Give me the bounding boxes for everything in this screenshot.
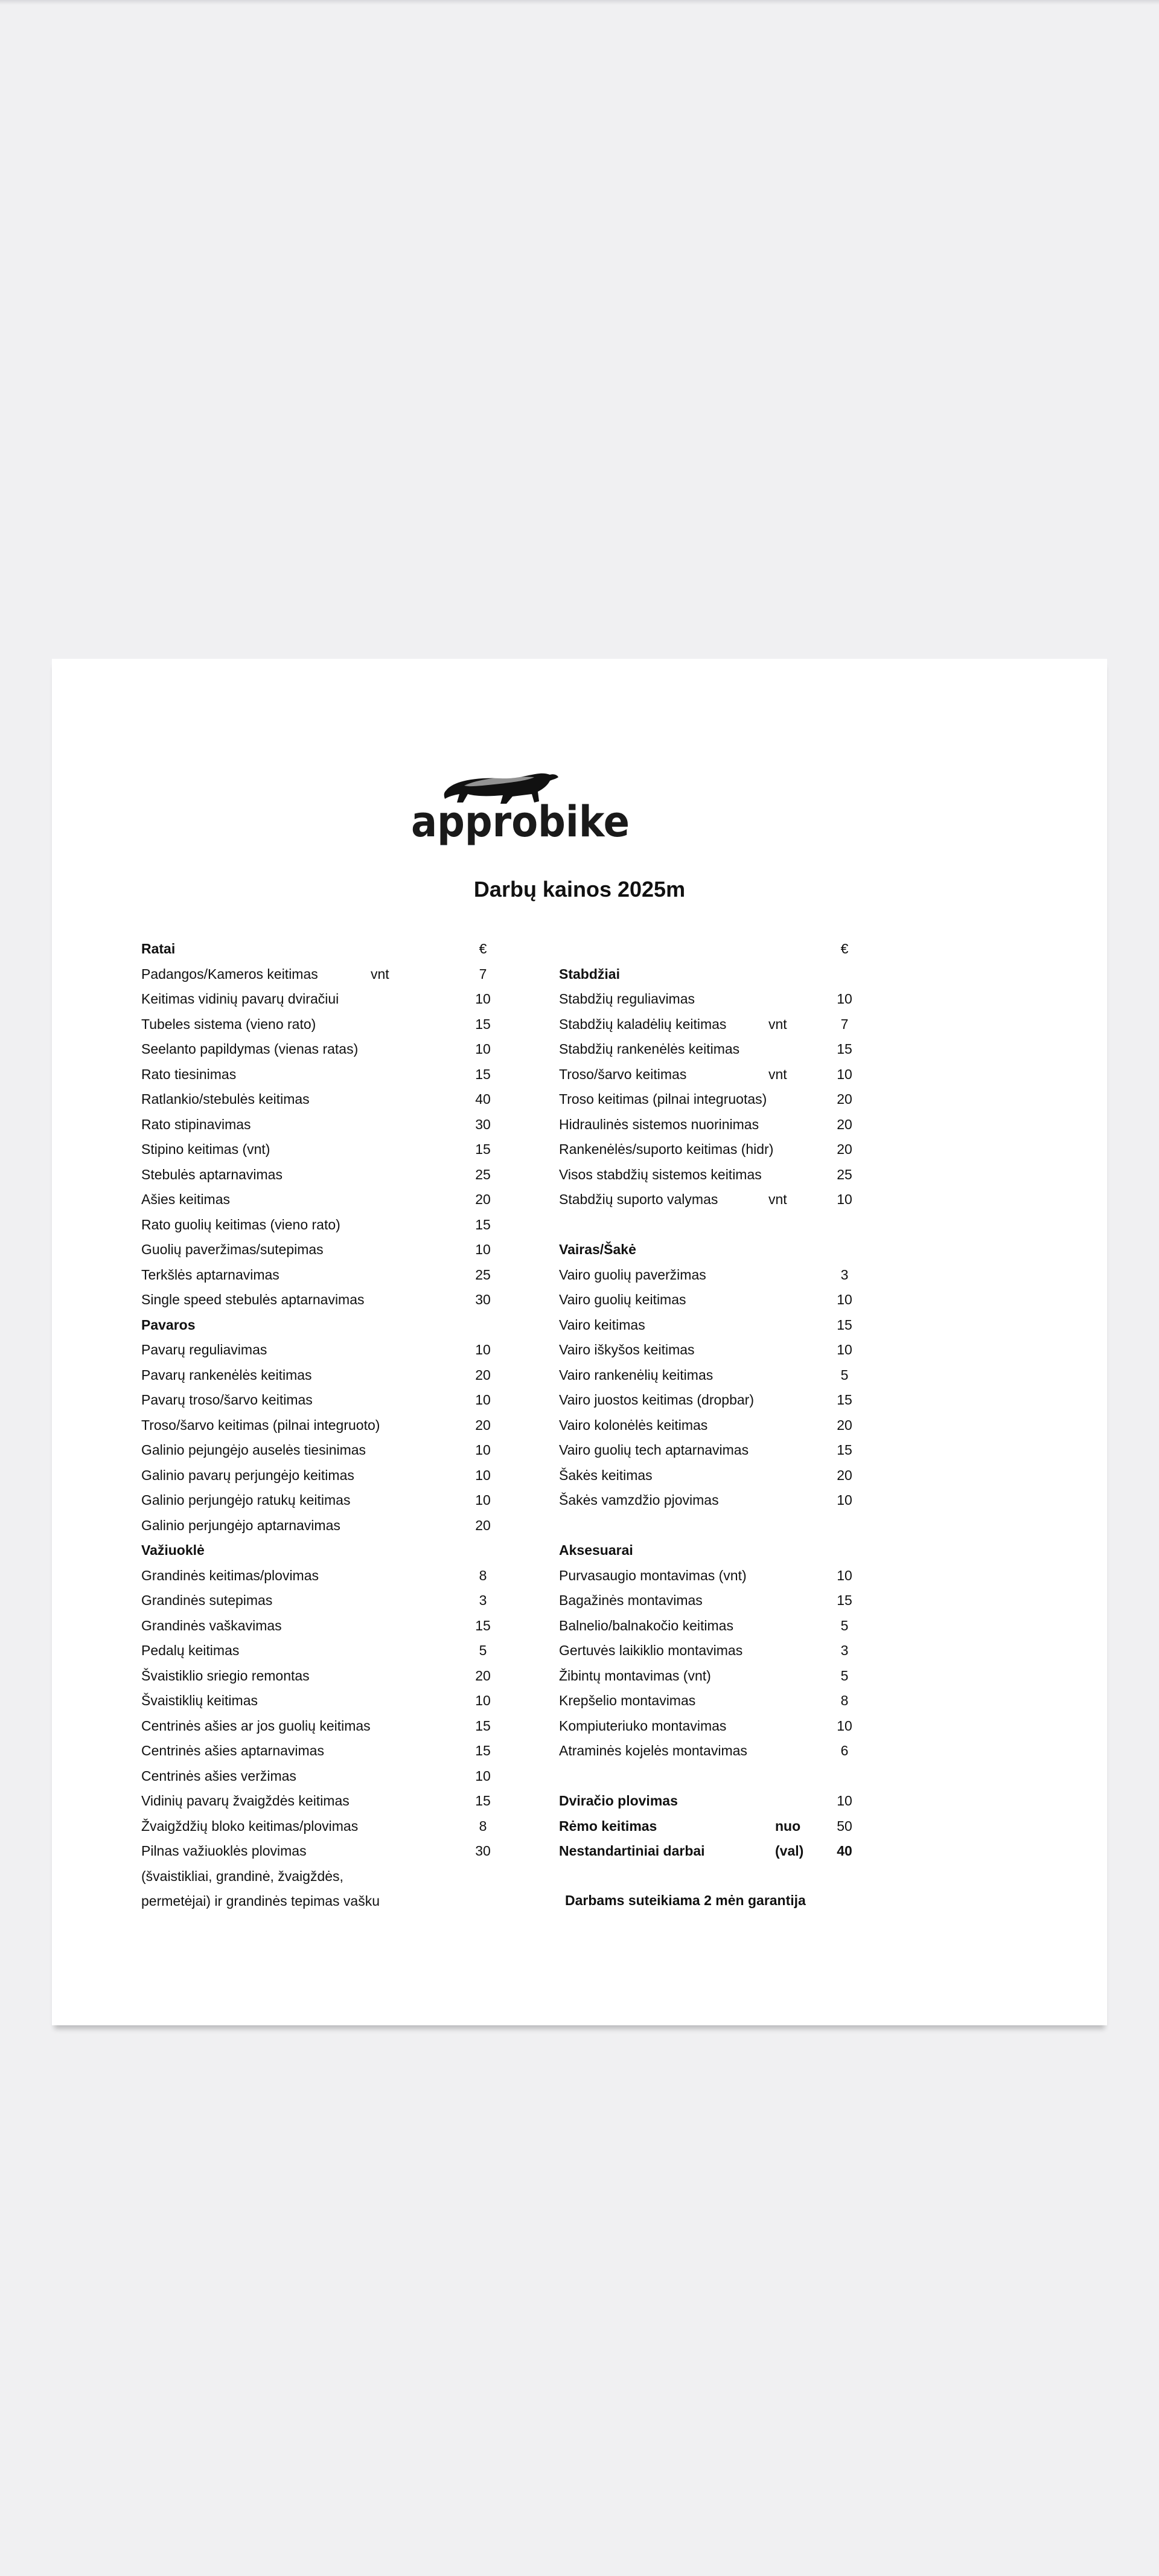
service-label: Ašies keitimas [141,1191,230,1207]
service-label: Vairo guolių keitimas [559,1292,686,1307]
service-label: Pavarų troso/šarvo keitimas [141,1392,313,1408]
service-label: Single speed stebulės aptarnavimas [141,1292,365,1307]
price-row [559,937,921,962]
service-label: Centrinės ašies ar jos guolių keitimas [141,1717,371,1734]
price-value: 20 [837,1116,852,1132]
price-value: 8 [840,1693,849,1708]
service-label: Rato tiesinimas [141,1066,237,1082]
price-row [141,1613,503,1639]
service-label: Vairo iškyšos keitimas [559,1342,695,1357]
price-value: 30 [475,1116,491,1132]
section-heading-row [559,1538,921,1563]
service-label: Ratlankio/stebulės keitimas [141,1091,310,1107]
price-value: 10 [837,1191,852,1207]
service-label: Šakės keitimas [559,1467,653,1483]
price-row [141,1037,503,1062]
price-row [141,1488,503,1513]
price-value: 15 [475,1743,491,1758]
approbike-logo [410,759,633,850]
price-row [559,1764,921,1789]
price-value: 15 [837,1392,852,1408]
price-row [141,1388,503,1413]
price-row [559,1638,921,1664]
price-row [141,1363,503,1388]
unit-label: vnt [768,1016,787,1032]
price-value: 30 [475,1292,491,1307]
price-value: 25 [837,1166,852,1182]
service-label: Galinio pavarų perjungėjo keitimas [141,1467,354,1483]
price-value: 15 [475,1141,491,1157]
price-row [141,1162,503,1188]
section-heading-row [559,1237,921,1263]
price-row [141,1213,503,1238]
price-row [559,1814,921,1839]
service-label: Troso/šarvo keitimas [559,1066,687,1082]
section-heading-row [559,962,921,987]
price-value: 20 [475,1366,491,1383]
service-label: Padangos/Kameros keitimas [141,966,318,982]
service-label: Vairo juostos keitimas (dropbar) [559,1392,754,1408]
service-label: Kompiuteriuko montavimas [559,1717,727,1734]
price-row [559,1664,921,1689]
price-value: 10 [837,1492,852,1508]
price-row [559,1087,921,1112]
unit-label: vnt [768,1191,787,1207]
service-label: Guolių paveržimas/sutepimas [141,1242,324,1257]
price-value: 5 [479,1642,487,1658]
price-row [559,1588,921,1613]
price-value: 20 [837,1141,852,1157]
service-label: Atraminės kojelės montavimas [559,1743,747,1758]
price-value: 20 [475,1667,491,1684]
service-label: Stabdžių kaladėlių keitimas [559,1016,727,1032]
price-value: 15 [475,1066,491,1082]
price-row [559,1137,921,1162]
price-value: 40 [475,1091,491,1107]
price-row [141,1237,503,1263]
service-label: (švaistikliai, grandinė, žvaigždės, [141,1868,343,1884]
price-value: 5 [840,1366,849,1383]
price-row [141,1087,503,1112]
price-row [559,1012,921,1037]
price-row [141,1137,503,1162]
price-row [559,1338,921,1363]
price-value: 20 [837,1091,852,1107]
service-label: Dviračio plovimas [559,1793,678,1809]
service-label: Vairo kolonėlės keitimas [559,1417,708,1433]
price-row [559,1112,921,1138]
service-label: Žvaigždžių bloko keitimas/plovimas [141,1818,359,1834]
service-label: Vairo guolių tech aptarnavimas [559,1442,749,1458]
service-label: Rankenėlės/suporto keitimas (hidr) [559,1141,774,1157]
price-row [141,1112,503,1138]
service-label: Terkšlės aptarnavimas [141,1266,279,1283]
price-value: 40 [837,1843,852,1859]
price-row [141,1714,503,1739]
service-label: Vairo keitimas [559,1316,645,1333]
service-label: Stipino keitimas (vnt) [141,1141,270,1157]
price-row [559,1162,921,1188]
price-row [141,1789,503,1814]
price-row [141,1664,503,1689]
price-row [141,1513,503,1539]
right-price-column [559,937,921,1864]
price-value: 20 [837,1467,852,1483]
section-heading: Vairas/Šakė [559,1242,636,1257]
service-label: Purvasaugio montavimas (vnt) [559,1567,747,1583]
section-heading: Aksesuarai [559,1542,633,1558]
price-row [141,1287,503,1313]
price-row [141,962,503,987]
price-value: 10 [837,991,852,1007]
service-label: Vairo guolių paveržimas [559,1266,706,1283]
price-value: 15 [837,1442,852,1458]
price-value: 10 [475,1041,491,1057]
price-value: 20 [475,1517,491,1533]
price-value: 5 [840,1667,849,1684]
service-label: Pilnas važiuoklės plovimas [141,1843,307,1859]
service-label: Rato guolių keitimas (vieno rato) [141,1216,340,1232]
price-row [141,1563,503,1589]
price-row [559,1213,921,1238]
price-row [141,1062,503,1088]
service-label: Šakės vamzdžio pjovimas [559,1492,719,1508]
service-label: Grandinės vaškavimas [141,1617,282,1633]
section-heading-row [141,1538,503,1563]
price-value: 15 [837,1316,852,1333]
service-label: Švaistiklių keitimas [141,1693,258,1708]
price-value: 15 [837,1041,852,1057]
service-label: Keitimas vidinių pavarų dviračiui [141,991,339,1007]
price-row [141,1814,503,1839]
price-value: 10 [475,1693,491,1708]
price-row [559,1513,921,1539]
price-row [141,1764,503,1789]
service-label: Troso/šarvo keitimas (pilnai integruoto) [141,1417,380,1433]
price-value: 10 [475,1342,491,1357]
price-row [141,1638,503,1664]
price-row [559,987,921,1012]
price-value: 15 [475,1216,491,1232]
service-label: Stabdžių rankenėlės keitimas [559,1041,740,1057]
price-row [559,1463,921,1488]
service-label: Rėmo keitimas [559,1818,657,1834]
service-label: Krepšelio montavimas [559,1693,696,1708]
service-label: permetėjai) ir grandinės tepimas vašku [141,1893,380,1909]
price-value: 7 [840,1016,849,1032]
price-row [559,1714,921,1739]
price-row [141,1463,503,1488]
price-row [141,1588,503,1613]
honey-badger-icon [410,759,633,850]
price-value: 10 [475,1492,491,1508]
price-row [141,1438,503,1463]
service-label: Seelanto papildymas (vienas ratas) [141,1041,359,1057]
price-value: 10 [837,1793,852,1809]
document-page [52,659,1107,2025]
price-value: 3 [840,1266,849,1283]
price-value: 7 [479,966,487,982]
unit-label: nuo [775,1818,801,1834]
page-title: Darbų kainos 2025m [473,877,686,902]
price-row [559,1563,921,1589]
service-label: Gertuvės laikiklio montavimas [559,1642,743,1658]
price-value: 10 [837,1066,852,1082]
price-value: 10 [475,1392,491,1408]
price-row [559,1488,921,1513]
price-value: 25 [475,1166,491,1182]
service-label: Stabdžių reguliavimas [559,991,695,1007]
price-value: 30 [475,1843,491,1859]
price-value: 10 [475,1467,491,1483]
service-label: Troso keitimas (pilnai integruotas) [559,1091,767,1107]
price-row [559,1313,921,1338]
unit-label: vnt [768,1066,787,1082]
price-value: 10 [837,1292,852,1307]
service-label: Hidraulinės sistemos nuorinimas [559,1116,759,1132]
price-row [141,1738,503,1764]
price-value: 10 [475,1442,491,1458]
price-value: 15 [475,1617,491,1633]
service-label: Bagažinės montavimas [559,1592,703,1608]
price-row [559,1263,921,1288]
price-value: 25 [475,1266,491,1283]
price-row [559,1062,921,1088]
price-value: 6 [840,1743,849,1758]
service-label: Žibintų montavimas (vnt) [559,1667,711,1684]
price-value: 8 [479,1818,487,1834]
price-value: 10 [475,1242,491,1257]
service-label: Galinio pejungėjo auselės tiesinimas [141,1442,366,1458]
price-value: 3 [479,1592,487,1608]
price-row [559,1738,921,1764]
price-row [559,1037,921,1062]
price-value: € [479,941,487,956]
service-label: Balnelio/balnakočio keitimas [559,1617,733,1633]
price-value: 8 [479,1567,487,1583]
service-label: Stebulės aptarnavimas [141,1166,283,1182]
left-price-column [141,937,503,1914]
price-value: 10 [837,1567,852,1583]
service-label: Galinio perjungėjo ratukų keitimas [141,1492,351,1508]
price-row [559,1388,921,1413]
service-label: Centrinės ašies veržimas [141,1767,296,1784]
unit-label: vnt [371,966,389,982]
service-label: Centrinės ašies aptarnavimas [141,1743,324,1758]
price-row [141,1338,503,1363]
price-value: 10 [475,991,491,1007]
price-value: 50 [837,1818,852,1834]
price-value: 3 [840,1642,849,1658]
price-value: 10 [837,1717,852,1734]
price-row [559,1839,921,1864]
service-label: Grandinės sutepimas [141,1592,273,1608]
unit-label: (val) [775,1843,804,1859]
price-row [141,1688,503,1714]
price-row [141,1187,503,1213]
section-heading: Stabdžiai [559,966,620,982]
price-value: 20 [837,1417,852,1433]
section-heading-row [141,937,503,962]
service-label: Stabdžių suporto valymas [559,1191,718,1207]
price-row [141,987,503,1012]
service-label: Nestandartiniai darbai [559,1843,705,1859]
price-row [141,1413,503,1438]
price-value: 20 [475,1191,491,1207]
section-heading: Važiuoklė [141,1542,205,1558]
price-value: 15 [475,1717,491,1734]
price-row [559,1413,921,1438]
price-row [141,1839,503,1864]
price-value: 15 [475,1016,491,1032]
price-row [141,1864,503,1889]
section-heading: Ratai [141,941,176,956]
service-label: Pavarų rankenėlės keitimas [141,1366,312,1383]
logo-text: approbike [411,797,630,847]
section-heading: Pavaros [141,1316,196,1333]
price-value: 5 [840,1617,849,1633]
price-row [559,1613,921,1639]
top-edge-shadow [0,0,1159,5]
price-row [559,1438,921,1463]
guarantee-note: Darbams suteikiama 2 mėn garantija [565,1892,806,1908]
price-row [559,1688,921,1714]
service-label: Vairo rankenėlių keitimas [559,1366,714,1383]
service-label: Tubeles sistema (vieno rato) [141,1016,316,1032]
service-label: Vidinių pavarų žvaigždės keitimas [141,1793,350,1809]
price-value: 15 [837,1592,852,1608]
service-label: Švaistiklio sriegio remontas [141,1667,310,1684]
service-label: Visos stabdžių sistemos keitimas [559,1166,762,1182]
service-label: Grandinės keitimas/plovimas [141,1567,319,1583]
price-row [141,1889,503,1914]
service-label: Rato stipinavimas [141,1116,251,1132]
service-label: Galinio perjungėjo aptarnavimas [141,1517,340,1533]
price-value: 15 [475,1793,491,1809]
price-row [141,1263,503,1288]
service-label: Pavarų reguliavimas [141,1342,267,1357]
price-value: € [840,941,849,956]
price-value: 10 [475,1767,491,1784]
service-label: Pedalų keitimas [141,1642,240,1658]
price-row [141,1012,503,1037]
price-row [559,1287,921,1313]
price-value: 10 [837,1342,852,1357]
price-row [559,1187,921,1213]
section-heading-row [141,1313,503,1338]
price-row [559,1363,921,1388]
price-row [559,1789,921,1814]
price-value: 20 [475,1417,491,1433]
